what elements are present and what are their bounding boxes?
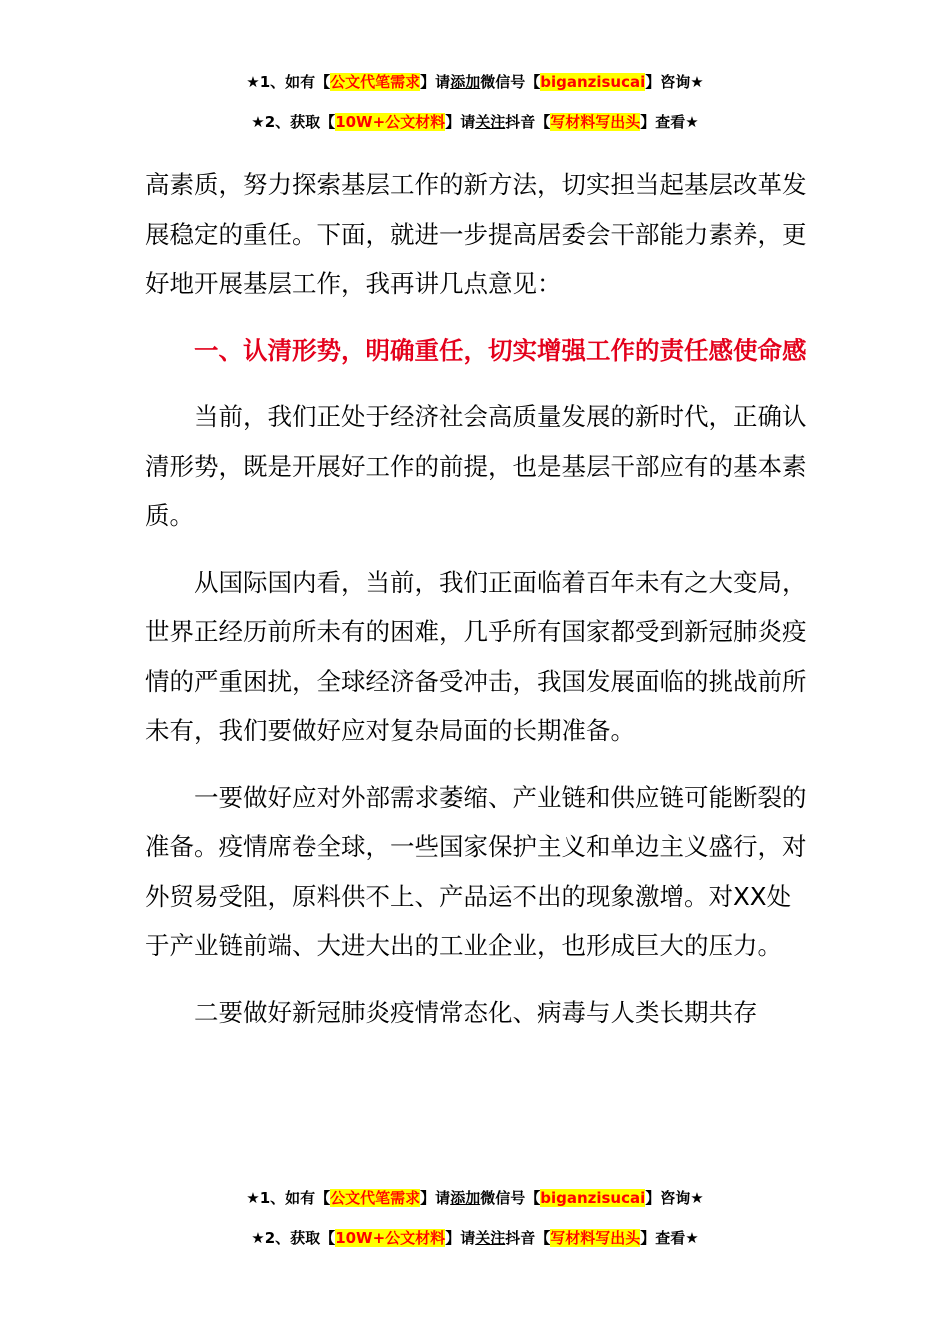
banner-line-2 (0, 102, 950, 142)
banner-text: 微信号【 (480, 73, 541, 91)
document-body (145, 160, 807, 1054)
banner-text: ★2、获取【 (251, 113, 336, 131)
paragraph: 高素质，努力探索基层工作的新方法，切实担当起基层改革发展稳定的重任。下面，就进一步提高居委会干部能力素养，更好地开展基层工作，我再讲几点意见： (145, 170, 807, 298)
banner-text: 】请 (445, 113, 476, 131)
banner-line-1 (0, 1178, 950, 1218)
footer-banner (0, 1178, 950, 1258)
banner-text: 】咨询★ (645, 1189, 704, 1207)
banner-line-2 (0, 1218, 950, 1258)
banner-text: 】请 (445, 1229, 476, 1247)
banner-underline: 关注 (475, 113, 506, 131)
highlight-douyin-id: 写材料写出头 (550, 1229, 641, 1247)
banner-text: 】查看★ (640, 1229, 699, 1247)
banner-text: 微信号【 (480, 1189, 541, 1207)
banner-text: 】咨询★ (645, 73, 704, 91)
banner-text: 】请 (420, 73, 451, 91)
highlight-materials: 10W+公文材料 (335, 1229, 446, 1247)
paragraph: 一要做好应对外部需求萎缩、产业链和供应链可能断裂的准备。疫情席卷全球，一些国家保护主义和单边主义盛行，对外贸易受阻，原料供不上、产品运不出的现象激增。对XX处于产业链前端、大进大出的工业企业，也形成巨大的压力。 (145, 782, 807, 960)
banner-underline: 关注 (475, 1229, 506, 1247)
highlight-materials: 10W+公文材料 (335, 113, 446, 131)
banner-line-1 (0, 62, 950, 102)
banner-text: 】请 (420, 1189, 451, 1207)
banner-text: ★1、如有【 (246, 1189, 331, 1207)
highlight-wechat-id: biganzisucai (540, 73, 646, 91)
banner-text: ★2、获取【 (251, 1229, 336, 1247)
banner-text: 抖音【 (505, 113, 551, 131)
header-banner (0, 62, 950, 142)
banner-text: 抖音【 (505, 1229, 551, 1247)
banner-underline: 添加 (450, 1189, 481, 1207)
highlight-service: 公文代笔需求 (330, 73, 421, 91)
paragraph: 二要做好新冠肺炎疫情常态化、病毒与人类长期共存 (194, 997, 758, 1027)
paragraph: 从国际国内看，当前，我们正面临着百年未有之大变局，世界正经历前所未有的困难，几乎所有国家都受到新冠肺炎疫情的严重困扰，全球经济备受冲击，我国发展面临的挑战前所未有，我们要做好应对复杂局面的长期准备。 (145, 567, 807, 745)
banner-underline: 添加 (450, 73, 481, 91)
highlight-service: 公文代笔需求 (330, 1189, 421, 1207)
banner-text: 】查看★ (640, 113, 699, 131)
section-heading: 一、认清形势，明确重任，切实增强工作的责任感使命感 (194, 335, 807, 365)
highlight-douyin-id: 写材料写出头 (550, 113, 641, 131)
banner-text: ★1、如有【 (246, 73, 331, 91)
highlight-wechat-id: biganzisucai (540, 1189, 646, 1207)
paragraph: 当前，我们正处于经济社会高质量发展的新时代，正确认清形势，既是开展好工作的前提，也是基层干部应有的基本素质。 (145, 402, 807, 530)
